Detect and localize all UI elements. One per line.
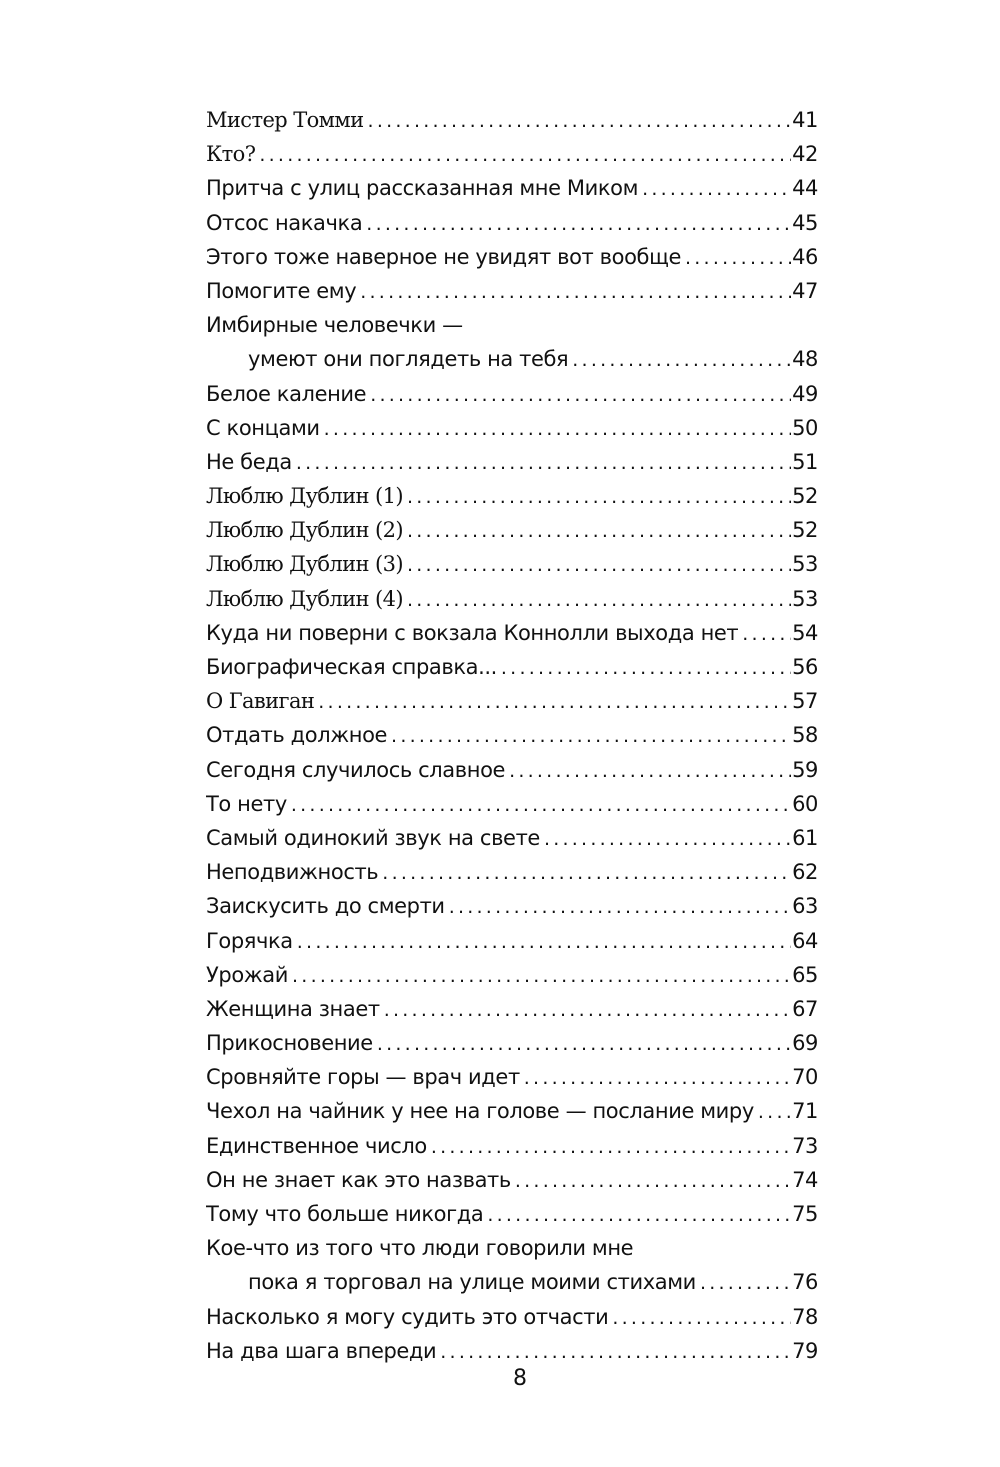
toc-line [206,377,818,411]
toc-page-number: 50 [792,415,818,440]
toc-title: Этого тоже наверное не увидят вот вообще [206,244,681,269]
toc-title: Сегодня случилось славное [206,757,506,782]
toc-page-number: 75 [792,1202,818,1226]
dot-leader [758,1095,791,1128]
toc-entry [206,137,818,171]
toc-line [206,1197,818,1231]
toc-line [206,274,818,308]
toc-entry [206,753,818,787]
dot-leader [612,1301,791,1334]
toc-entry [206,787,818,821]
toc-page-number: 53 [792,552,818,577]
toc-line [206,137,818,171]
toc-page-number: 67 [792,996,818,1021]
toc-title: Биографическая справка... [206,655,497,679]
toc-page-number: 52 [792,484,818,509]
dot-leader [742,617,791,650]
toc-entry [206,889,818,923]
toc-line [206,958,818,992]
toc-page-number: 58 [792,723,818,748]
toc-title: Урожай [206,962,289,987]
toc-title: Люблю Дублин (3) [206,552,403,577]
toc-title: умеют они поглядеть на тебя [248,347,569,372]
toc-entry [206,1300,818,1334]
dot-leader [407,583,791,616]
toc-title: Кто? [206,142,256,167]
dot-leader [642,172,791,205]
toc-line [206,753,818,787]
toc-line [206,924,818,958]
toc-page-number: 78 [792,1304,818,1329]
toc-page-number: 73 [792,1133,818,1158]
toc-line [206,1265,818,1299]
table-of-contents [206,103,818,1368]
toc-entry [206,445,818,479]
toc-page-number: 44 [792,176,818,201]
toc-title: Заискусить до смерти [206,894,445,919]
toc-page-number: 61 [792,825,818,850]
dot-leader [324,412,791,445]
dot-leader [524,1061,791,1094]
toc-line [206,684,818,718]
toc-line [206,1300,818,1334]
toc-entry [206,924,818,958]
toc-line [206,582,818,616]
toc-title: Он не знает как это назвать [206,1167,511,1192]
toc-page-number: 60 [792,791,818,816]
dot-leader [291,788,791,821]
toc-title: Отдать должное [206,723,388,748]
toc-entry [206,377,818,411]
toc-line [206,616,818,650]
toc-title: С концами [206,415,320,440]
toc-line [206,650,818,684]
toc-line [206,1129,818,1163]
toc-entry [206,616,818,650]
toc-title: Имбирные человечки — [206,313,463,338]
toc-title: Прикосновение [206,1031,373,1056]
dot-leader [297,925,791,958]
toc-title: Единственное число [206,1133,427,1158]
toc-line [206,855,818,889]
toc-title: Женщина знает [206,996,380,1021]
toc-entry [206,1094,818,1128]
toc-page-number: 51 [792,449,818,474]
toc-title: Чехол на чайник у нее на голове — послание миру [206,1099,754,1124]
toc-line [206,1094,818,1128]
toc-title: Насколько я могу судить это отчасти [206,1304,609,1329]
dot-leader [259,138,791,171]
toc-page-number: 53 [792,586,818,611]
toc-page-number: 41 [792,108,818,132]
toc-page-number: 54 [792,620,818,645]
toc-line [206,992,818,1026]
toc-title: пока я торговал на улице моими стихами [248,1270,696,1295]
toc-page-number: 76 [792,1270,818,1295]
dot-leader [366,207,791,240]
toc-line [206,821,818,855]
toc-entry [206,1163,818,1197]
toc-entry [206,1129,818,1163]
dot-leader [407,548,791,581]
toc-page-number: 65 [792,962,818,987]
toc-title: Куда ни поверни с вокзала Коннолли выхода нет [206,620,739,645]
toc-line [206,547,818,581]
toc-entry [206,103,818,137]
toc-page-number: 74 [792,1167,818,1192]
toc-title: То нету [206,791,287,816]
dot-leader [544,822,791,855]
dot-leader [700,1266,791,1299]
toc-page-number: 45 [792,210,818,235]
toc-line [206,1231,818,1265]
toc-entry [206,1334,818,1368]
toc-title: Притча с улиц рассказанная мне Миком [206,176,639,201]
toc-page-number: 70 [792,1065,818,1090]
toc-entry [206,1060,818,1094]
dot-leader [360,275,791,308]
toc-page-number: 49 [792,381,818,406]
toc-entry [206,479,818,513]
toc-title: Люблю Дублин (1) [206,484,403,509]
toc-page-number: 52 [792,518,818,543]
toc-line [206,513,818,547]
toc-page-number: 62 [792,860,818,885]
toc-line [206,1060,818,1094]
dot-leader [431,1130,791,1163]
toc-entry [206,240,818,274]
toc-entry [206,171,818,205]
toc-line [206,103,818,137]
toc-entry [206,1026,818,1060]
toc-entry [206,513,818,547]
dot-leader [296,446,791,479]
toc-title: Не беда [206,449,292,474]
dot-leader [449,890,791,923]
toc-line [206,171,818,205]
dot-leader [318,685,791,718]
toc-page-number: 64 [792,928,818,953]
toc-line [206,240,818,274]
toc-title: Помогите ему [206,278,357,303]
toc-page-number: 69 [792,1031,818,1056]
toc-line [206,1334,818,1368]
toc-line [206,342,818,376]
dot-leader [487,1198,791,1231]
toc-page-number: 79 [792,1338,818,1363]
toc-entry [206,547,818,581]
toc-entry [206,855,818,889]
toc-title: Самый одинокий звук на свете [206,825,540,850]
dot-leader [572,343,791,376]
toc-entry [206,1197,818,1231]
toc-entry [206,821,818,855]
toc-line [206,718,818,752]
toc-line [206,889,818,923]
toc-page-number: 48 [792,347,818,372]
toc-line [206,787,818,821]
toc-entry [206,718,818,752]
dot-leader [501,651,791,684]
toc-page-number: 71 [792,1099,818,1124]
toc-entry [206,650,818,684]
toc-line [206,206,818,240]
toc-entry [206,958,818,992]
dot-leader [368,104,792,137]
dot-leader [440,1335,791,1368]
toc-title: Отсос накачка [206,210,363,235]
toc-entry [206,308,818,376]
toc-page-number: 59 [792,757,818,782]
toc-title: Кое-что из того что люди говорили мне [206,1236,634,1261]
dot-leader [685,241,791,274]
toc-line [206,411,818,445]
toc-title: Неподвижность [206,860,379,885]
toc-page-number: 56 [792,655,818,679]
dot-leader [370,378,791,411]
toc-line [206,1163,818,1197]
toc-title: О Гавиган [206,689,315,714]
dot-leader [382,856,791,889]
dot-leader [292,959,791,992]
toc-page-number: 46 [792,244,818,269]
dot-leader [407,514,791,547]
dot-leader [509,754,791,787]
toc-entry [206,274,818,308]
toc-title: Люблю Дублин (4) [206,586,403,611]
toc-line [206,445,818,479]
toc-title: Белое каление [206,381,367,406]
toc-entry [206,582,818,616]
toc-line [206,1026,818,1060]
dot-leader [515,1164,791,1197]
toc-entry [206,684,818,718]
toc-line [206,479,818,513]
toc-title: Люблю Дублин (2) [206,518,403,543]
toc-entry [206,992,818,1026]
toc-line [206,308,818,342]
toc-page-number: 47 [792,278,818,303]
toc-title: На два шага впереди [206,1338,437,1363]
toc-page-number: 57 [792,689,818,714]
toc-entry [206,411,818,445]
dot-leader [391,719,791,752]
toc-title: Сровняйте горы — врач идет [206,1065,520,1090]
dot-leader [377,1027,791,1060]
dot-leader [407,480,791,513]
dot-leader [384,993,791,1026]
toc-entry [206,206,818,240]
toc-entry [206,1231,818,1299]
page-number: 8 [513,1366,527,1391]
toc-title: Горячка [206,928,293,953]
toc-title: Мистер Томми [206,108,364,132]
toc-page-number: 42 [792,142,818,167]
toc-title: Тому что больше никогда [206,1202,484,1226]
toc-page-number: 63 [792,894,818,919]
